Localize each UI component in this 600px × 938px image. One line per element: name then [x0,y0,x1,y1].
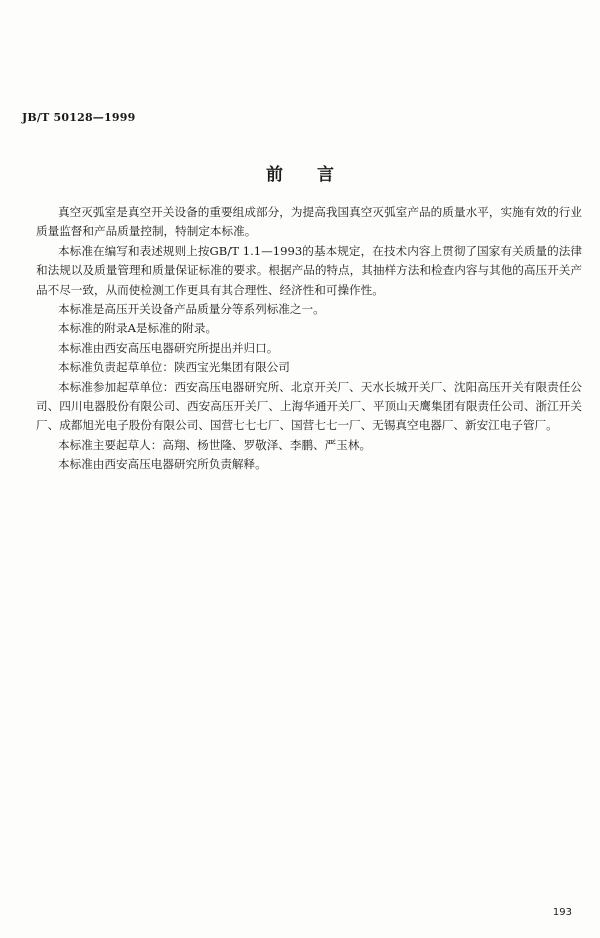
paragraph: 本标准的附录A是标准的附录。 [58,321,218,336]
standard-code: JB/T 50128—1999 [22,111,136,124]
section-title: 前言 [266,165,368,185]
paragraph: 本标准由西安高压电器研究所负责解释。 [58,457,267,472]
paragraph: 本标准是高压开关设备产品质量分等系列标准之一。 [58,302,325,317]
foreword-body [36,203,582,475]
paragraph: 真空灭弧室是真空开关设备的重要组成部分，为提高我国真空灭弧室产品的质量水平，实施有效的行业质量监督和产品质量控制，特制定本标准。 [36,205,582,239]
paragraph: 本标准主要起草人：高翔、杨世隆、罗敬泽、李鹏、严玉林。 [58,437,372,452]
paragraph: 本标准参加起草单位：西安高压电器研究所、北京开关厂、天水长城开关厂、沈阳高压开关有限责任公司、四川电器股份有限公司、西安高压开关厂、上海华通开关厂、平顶山天鹰集团有限责任公司、浙江开关厂、成都旭光电子股份有限公司、国营七七七厂、国营七七一厂、无锡真空电器厂、新安江电子管厂。 [36,379,582,433]
paragraph: 本标准在编写和表述规则上按GB/T 1.1—1993的基本规定，在技术内容上贯彻了国家有关质量的法律和法规以及质量管理和质量保证标准的要求。根据产品的特点，其抽样方法和检查内容与其他的高压开关产品不尽一致，从而使检测工作更具有其合理性、经济性和可操作性。 [36,243,582,297]
paragraph: 本标准负责起草单位：陕西宝光集团有限公司 [58,360,290,375]
paragraph: 本标准由西安高压电器研究所提出并归口。 [58,340,279,355]
page-number: 193 [552,907,572,918]
